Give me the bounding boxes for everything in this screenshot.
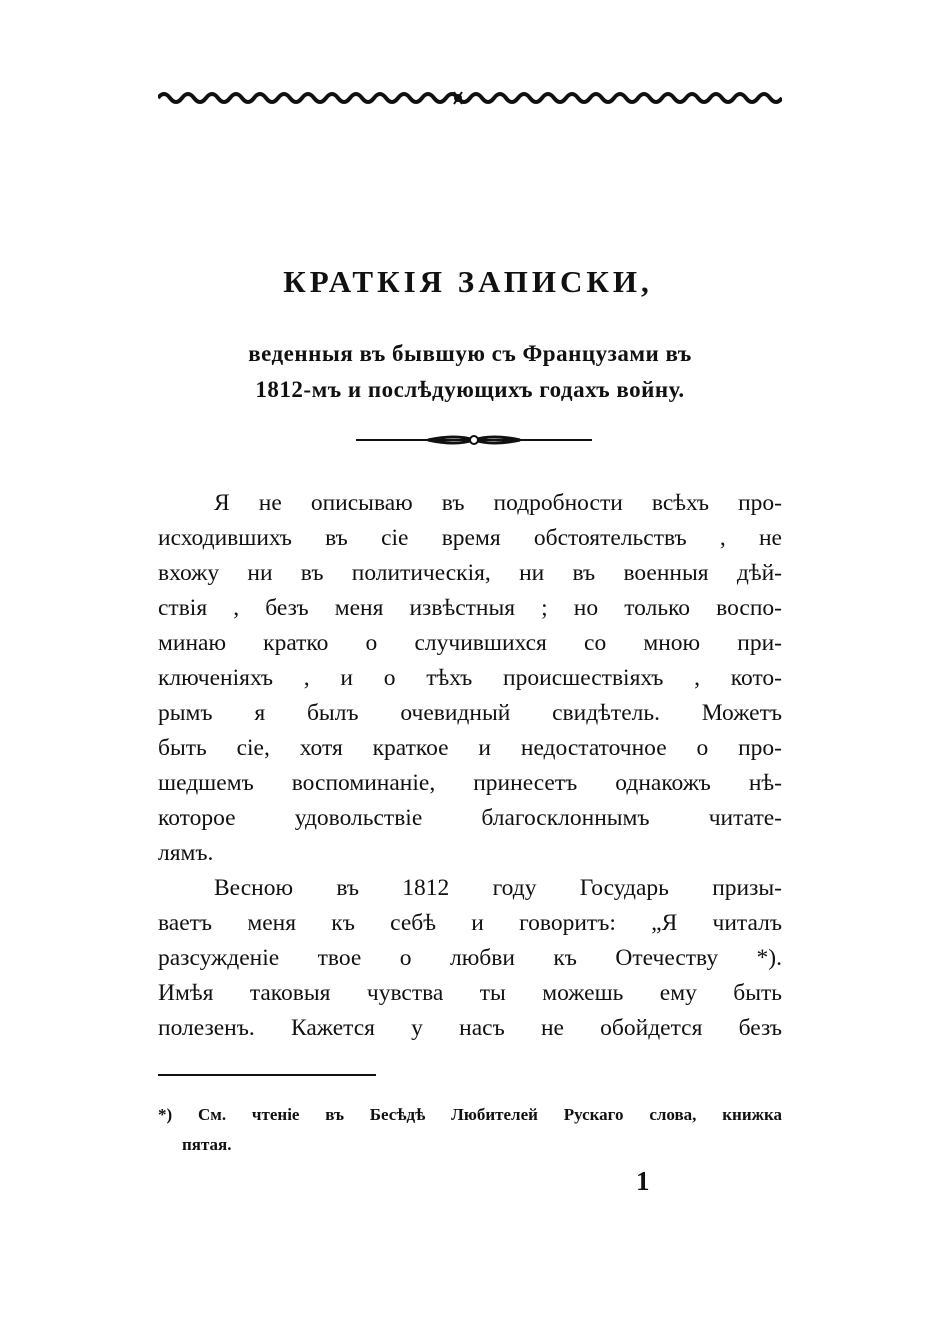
text-line: Имѣя таковыя чувства ты можешь ему быть: [158, 980, 782, 1006]
text-line: которое удовольствіе благосклоннымъ читате-: [158, 805, 782, 831]
footnote-line-1: *) См. чтеніе въ Бесѣдѣ Любителей Рускаго слова, книжка: [158, 1105, 782, 1124]
subtitle-line-1: веденныя въ бывшую съ Французами въ: [248, 341, 692, 366]
text-line: Весною въ 1812 году Государь призы-: [214, 875, 782, 901]
footnote-line-2: пятая.: [182, 1135, 232, 1154]
text-line: минаю кратко о случившихся со мною при-: [158, 630, 782, 656]
footnote-divider: [158, 1074, 376, 1076]
footnote: [158, 1100, 782, 1160]
text-line: быть сіе, хотя краткое и недостаточное о про-: [158, 735, 782, 761]
text-line: лямъ.: [158, 840, 214, 866]
text-line: исходившихъ въ сіе время обстоятельствъ , не: [158, 525, 782, 551]
text-line: ваетъ меня къ себѣ и говоритъ: „Я читалъ: [158, 910, 782, 936]
text-line: разсужденіе твое о любви къ Отечеству *).: [158, 945, 782, 971]
subtitle-line-2: 1812-мъ и послѣдующихъ годахъ войну.: [255, 377, 685, 402]
top-ornament-border: [158, 88, 782, 108]
subtitle: [158, 336, 782, 408]
text-line: рымъ я былъ очевидный свидѣтель. Можетъ: [158, 700, 782, 726]
divider-ornament: [356, 432, 592, 448]
text-line: ствія , безъ меня извѣстныя ; но только воспо-: [158, 595, 782, 621]
page-title: КРАТКІЯ ЗАПИСКИ,: [283, 264, 653, 299]
text-line: ключеніяхъ , и о тѣхъ происшествіяхъ , кото-: [158, 665, 782, 691]
text-line: Я не описываю въ подробности всѣхъ про-: [214, 490, 782, 516]
page-number: 1: [636, 1166, 650, 1196]
text-line: шедшемъ воспоминаніе, принесетъ однакожъ нѣ-: [158, 770, 782, 796]
text-line: полезенъ. Кажется у насъ не обойдется безъ: [158, 1015, 782, 1041]
body-text: [158, 486, 782, 1046]
text-line: вхожу ни въ политическія, ни въ военныя дѣй-: [158, 560, 782, 586]
